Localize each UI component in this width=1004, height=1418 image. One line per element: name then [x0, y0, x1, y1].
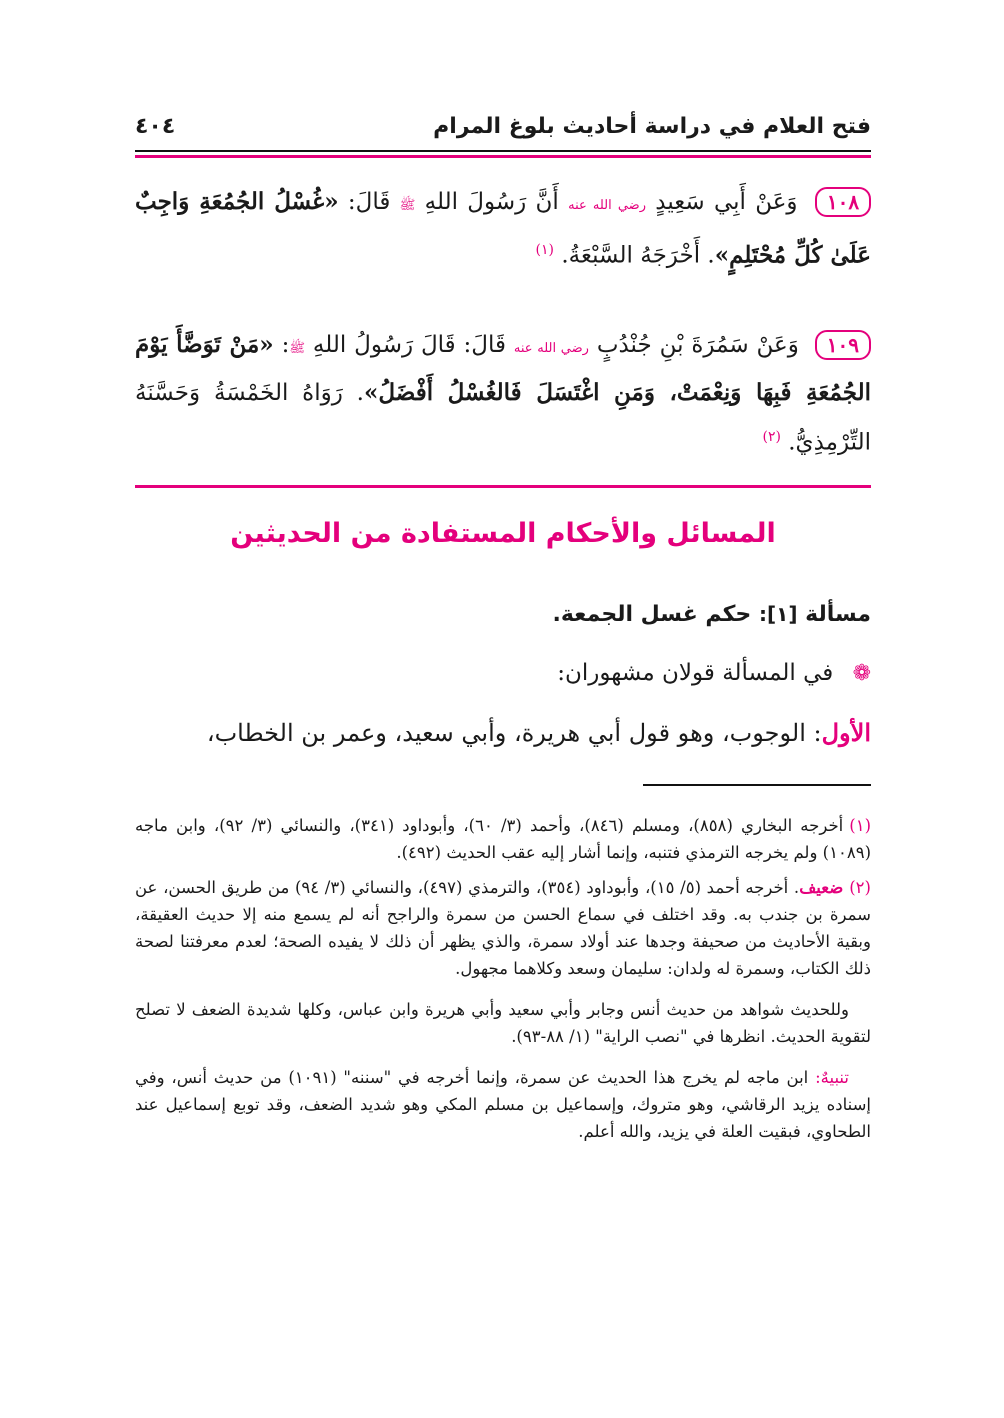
page-header — [135, 110, 871, 150]
footnote-1 — [135, 812, 871, 866]
hadith-intro: وَعَنْ أَبِي سَعِيدٍ — [655, 189, 798, 215]
hadith-takhrij: . رَوَاهُ الخَمْسَةُ وَحَسَّنَهُ التِّرْمِذِيُّ. — [135, 380, 871, 456]
section-rule — [135, 485, 871, 488]
hadith-number-badge: ١٠٩ — [815, 330, 871, 360]
honorific-radi: رضي الله عنه — [568, 198, 646, 213]
hadith-number-badge: ١٠٨ — [815, 187, 871, 217]
issue-number: [١]: — [758, 602, 798, 626]
footnote-number: (١) — [849, 816, 871, 835]
footnotes — [135, 812, 871, 1153]
footnote-ref[interactable]: (٢) — [762, 429, 781, 445]
header-rule — [135, 150, 871, 152]
intro-text: في المسألة قولان مشهوران: — [557, 660, 834, 686]
page-number: ٤٠٤ — [135, 114, 176, 139]
honorific-radi: رضي الله عنه — [513, 341, 589, 356]
footnote-text: . أخرجه أحمد (٥/ ١٥)، وأبوداود (٣٥٤)، والترمذي (٤٩٧)، والنسائي (٣/ ٩٤) من طريق الحسن، عن سمرة بن جندب به. وقد اختلف في سماع الحسن من سمرة والراجح أنه لم يسمع منه إلا حديث العقيقة، وبقية الأحاديث من صحيفة وجدها عند أولاد سمرة، والذي يظهر أن ذلك لا يفيده الصحة؛ لعدم معرفتنا لصحة ذلك الكتاب، وسمرة له ولدان: سليمان وسعد وكلاهما مجهول. — [135, 878, 871, 978]
book-page — [135, 0, 871, 1418]
footnote-2 — [135, 874, 871, 982]
flower-bullet-icon: ❁ — [852, 661, 871, 686]
footnote-separator — [643, 784, 871, 786]
note-label: تنبيهٌ: — [815, 1068, 849, 1087]
hadith-mid: قَالَ: قَالَ رَسُولُ اللهِ — [312, 332, 507, 358]
note-text: ابن ماجه لم يخرج هذا الحديث عن سمرة، وإنما أخرجه في "سننه" (١٠٩١) من حديث أنس، وفي إسناده يزيد الرقاشي، وهو متروك، وإسماعيل بن مسلم المكي وهو شديد الضعف، وقد توبع إسماعيل عند الطحاوي، فبقيت العلة في يزيد، والله أعلم. — [135, 1068, 871, 1141]
issue-title: حكم غسل الجمعة. — [552, 602, 752, 627]
footnote-ref[interactable]: (١) — [535, 242, 555, 258]
hadith-108 — [135, 180, 871, 278]
footnote-note — [135, 1064, 871, 1145]
hadith-takhrij: . أَخْرَجَهُ السَّبْعَةُ. — [561, 242, 715, 269]
first-opinion — [135, 718, 871, 747]
hadith-mid: أَنَّ رَسُولَ اللهِ — [424, 189, 559, 215]
honorific-saw: ﷺ — [289, 341, 306, 356]
hadith-text: «غُسْلُ الجُمُعَةِ وَاجِبٌ عَلَىٰ كُلِّ مُحْتَلِمٍ» — [135, 188, 871, 269]
section-title: المسائل والأحكام المستفادة من الحديثين — [230, 518, 776, 549]
first-opinion-text: : الوجوب، وهو قول أبي هريرة، وأبي سعيد، وعمر بن الخطاب، — [206, 719, 822, 747]
hadith-colon: : — [281, 332, 290, 358]
intro-line — [557, 660, 871, 686]
hadith-intro: وَعَنْ سَمُرَةَ بْنِ جُنْدُبٍ — [596, 332, 799, 358]
footnote-text: أخرجه البخاري (٨٥٨)، ومسلم (٨٤٦)، وأحمد (٣/ ٦٠)، وأبوداود (٣٤١)، والنسائي (٣/ ٩٢)، وابن ماجه (١٠٨٩) ولم يخرجه الترمذي فتنبه، وإنما أشار إليه عقب الحديث (٤٩٢). — [135, 816, 871, 862]
first-opinion-label: الأول — [821, 718, 871, 747]
footnote-number: (٢) — [849, 878, 871, 897]
hadith-text: «مَنْ تَوَضَّأَ يَوْمَ الجُمُعَةِ فَبِهَا وَنِعْمَتْ، وَمَنِ اغْتَسَلَ فَالغُسْلُ أَفْضَلُ» — [135, 331, 871, 406]
issue-heading — [552, 602, 871, 627]
hadith-109 — [135, 323, 871, 465]
honorific-saw: ﷺ — [399, 198, 416, 213]
grading-label: ضعيف — [799, 878, 844, 897]
hadith-qala: قَالَ: — [347, 189, 391, 215]
header-rule-accent — [135, 155, 871, 158]
issue-label: مسألة — [805, 602, 871, 627]
book-title: فتح العلام في دراسة أحاديث بلوغ المرام — [433, 114, 871, 139]
footnote-shawahid: وللحديث شواهد من حديث أنس وجابر وأبي سعيد وأبي هريرة وابن عباس، وكلها شديدة الضعف لا تصلح لتقوية الحديث. انظرها في "نصب الراية" (١/ ٨٨-٩٣). — [135, 1000, 871, 1046]
